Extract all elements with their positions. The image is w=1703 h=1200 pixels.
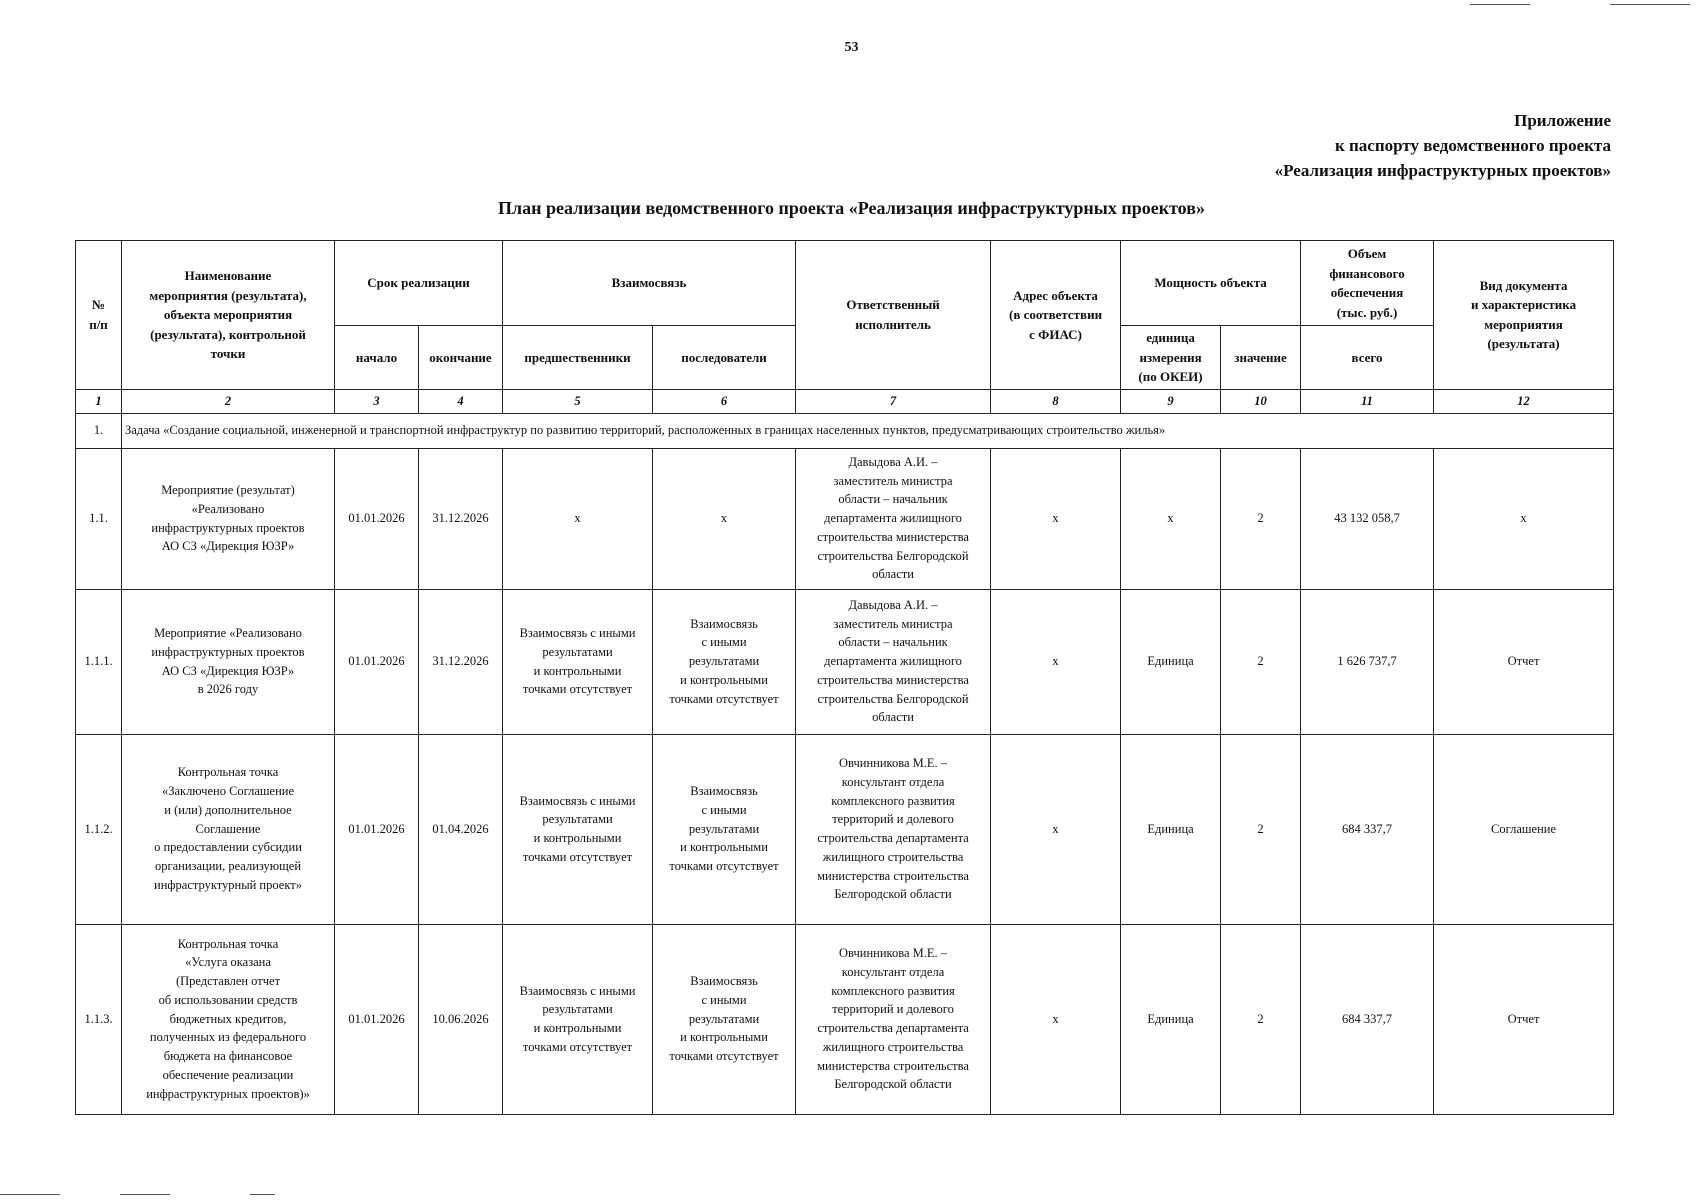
scan-mark xyxy=(120,1194,170,1195)
row-doc-type: Соглашение xyxy=(1434,734,1614,924)
header-capacity-unit: единица измерения (по ОКЕИ) xyxy=(1121,326,1221,390)
appendix-line: к паспорту ведомственного проекта xyxy=(1334,136,1611,155)
row-end-date: 31.12.2026 xyxy=(419,448,503,589)
column-number: 9 xyxy=(1121,389,1221,413)
table-row xyxy=(76,924,1614,1114)
row-unit: x xyxy=(1121,448,1221,589)
row-finance-total: 684 337,7 xyxy=(1301,734,1434,924)
row-value: 2 xyxy=(1221,448,1301,589)
header-row xyxy=(76,241,1614,326)
column-number: 2 xyxy=(122,389,335,413)
row-doc-type: Отчет xyxy=(1434,589,1614,734)
header-finance: Объем финансового обеспечения (тыс. руб.) xyxy=(1301,241,1434,326)
row-unit: Единица xyxy=(1121,734,1221,924)
appendix-line: «Реализация инфраструктурных проектов» xyxy=(1274,161,1611,180)
row-predecessors: Взаимосвязь с иными результатами и контрольными точками отсутствует xyxy=(503,924,653,1114)
row-responsible: Овчинникова М.Е. – консультант отдела комплексного развития территорий и долевого строительства департамента жилищного строительства министерства строительства Белгородской области xyxy=(796,734,991,924)
row-num: 1.1.2. xyxy=(76,734,122,924)
table-row xyxy=(76,589,1614,734)
row-responsible: Давыдова А.И. – заместитель министра области – начальник департамента жилищного строительства министерства строительства Белгородской области xyxy=(796,448,991,589)
row-address: x xyxy=(991,734,1121,924)
row-value: 2 xyxy=(1221,734,1301,924)
row-successors: Взаимосвязь с иными результатами и контрольными точками отсутствует xyxy=(653,589,796,734)
row-name: Контрольная точка «Заключено Соглашение и (или) дополнительное Соглашение о предоставлении субсидии организации, реализующей инфраструктурный проект» xyxy=(122,734,335,924)
row-predecessors: Взаимосвязь с иными результатами и контрольными точками отсутствует xyxy=(503,589,653,734)
row-name: Мероприятие (результат) «Реализовано инфраструктурных проектов АО СЗ «Дирекция ЮЗР» xyxy=(122,448,335,589)
scan-mark xyxy=(0,1194,60,1195)
header-link-next: последователи xyxy=(653,326,796,390)
header-link: Взаимосвязь xyxy=(503,241,796,326)
row-num: 1.1.1. xyxy=(76,589,122,734)
header-term-start: начало xyxy=(335,326,419,390)
row-successors: Взаимосвязь с иными результатами и контрольными точками отсутствует xyxy=(653,924,796,1114)
scan-mark xyxy=(1470,4,1530,5)
header-name: Наименование мероприятия (результата), объекта мероприятия (результата), контрольной точки xyxy=(122,241,335,390)
task-text: Задача «Создание социальной, инженерной и транспортной инфраструктур по развитию территорий, расположенных в границах населенных пунктов, предусматривающих строительство жилья» xyxy=(122,413,1614,448)
column-number-row xyxy=(76,389,1614,413)
appendix-line: Приложение xyxy=(1514,111,1611,130)
header-capacity: Мощность объекта xyxy=(1121,241,1301,326)
row-start-date: 01.01.2026 xyxy=(335,734,419,924)
row-name: Мероприятие «Реализовано инфраструктурных проектов АО СЗ «Дирекция ЮЗР» в 2026 году xyxy=(122,589,335,734)
task-row xyxy=(76,413,1614,448)
column-number: 5 xyxy=(503,389,653,413)
header-address: Адрес объекта (в соответствии с ФИАС) xyxy=(991,241,1121,390)
column-number: 10 xyxy=(1221,389,1301,413)
table-row xyxy=(76,448,1614,589)
scan-mark xyxy=(250,1194,275,1195)
header-link-prev: предшественники xyxy=(503,326,653,390)
row-start-date: 01.01.2026 xyxy=(335,448,419,589)
task-num: 1. xyxy=(76,413,122,448)
row-unit: Единица xyxy=(1121,589,1221,734)
header-finance-total: всего xyxy=(1301,326,1434,390)
header-term: Срок реализации xyxy=(335,241,503,326)
row-doc-type: Отчет xyxy=(1434,924,1614,1114)
row-value: 2 xyxy=(1221,924,1301,1114)
row-start-date: 01.01.2026 xyxy=(335,589,419,734)
row-responsible: Овчинникова М.Е. – консультант отдела комплексного развития территорий и долевого строительства департамента жилищного строительства министерства строительства Белгородской области xyxy=(796,924,991,1114)
row-num: 1.1.3. xyxy=(76,924,122,1114)
row-start-date: 01.01.2026 xyxy=(335,924,419,1114)
header-num: № п/п xyxy=(76,241,122,390)
appendix-block xyxy=(1275,108,1611,183)
row-responsible: Давыдова А.И. – заместитель министра области – начальник департамента жилищного строительства министерства строительства Белгородской области xyxy=(796,589,991,734)
scan-mark xyxy=(1610,4,1690,5)
row-finance-total: 1 626 737,7 xyxy=(1301,589,1434,734)
column-number: 1 xyxy=(76,389,122,413)
row-doc-type: x xyxy=(1434,448,1614,589)
column-number: 8 xyxy=(991,389,1121,413)
row-address: x xyxy=(991,589,1121,734)
column-number: 11 xyxy=(1301,389,1434,413)
plan-table xyxy=(75,240,1614,1115)
column-number: 6 xyxy=(653,389,796,413)
document-title: План реализации ведомственного проекта «Реализация инфраструктурных проектов» xyxy=(498,198,1205,218)
header-responsible: Ответственный исполнитель xyxy=(796,241,991,390)
row-finance-total: 684 337,7 xyxy=(1301,924,1434,1114)
row-end-date: 10.06.2026 xyxy=(419,924,503,1114)
row-address: x xyxy=(991,924,1121,1114)
row-predecessors: Взаимосвязь с иными результатами и контрольными точками отсутствует xyxy=(503,734,653,924)
page-number: 53 xyxy=(844,40,859,55)
header-term-end: окончание xyxy=(419,326,503,390)
row-successors: x xyxy=(653,448,796,589)
row-finance-total: 43 132 058,7 xyxy=(1301,448,1434,589)
row-predecessors: x xyxy=(503,448,653,589)
row-value: 2 xyxy=(1221,589,1301,734)
row-num: 1.1. xyxy=(76,448,122,589)
table-row xyxy=(76,734,1614,924)
column-number: 3 xyxy=(335,389,419,413)
column-number: 4 xyxy=(419,389,503,413)
header-capacity-value: значение xyxy=(1221,326,1301,390)
column-number: 12 xyxy=(1434,389,1614,413)
header-doc-type: Вид документа и характеристика мероприятия (результата) xyxy=(1434,241,1614,390)
row-end-date: 31.12.2026 xyxy=(419,589,503,734)
column-number: 7 xyxy=(796,389,991,413)
row-address: x xyxy=(991,448,1121,589)
row-unit: Единица xyxy=(1121,924,1221,1114)
row-name: Контрольная точка «Услуга оказана (Представлен отчет об использовании средств бюджетных кредитов, полученных из федерального бюджета на финансовое обеспечение реализации инфраструктурных проектов)» xyxy=(122,924,335,1114)
row-successors: Взаимосвязь с иными результатами и контрольными точками отсутствует xyxy=(653,734,796,924)
row-end-date: 01.04.2026 xyxy=(419,734,503,924)
